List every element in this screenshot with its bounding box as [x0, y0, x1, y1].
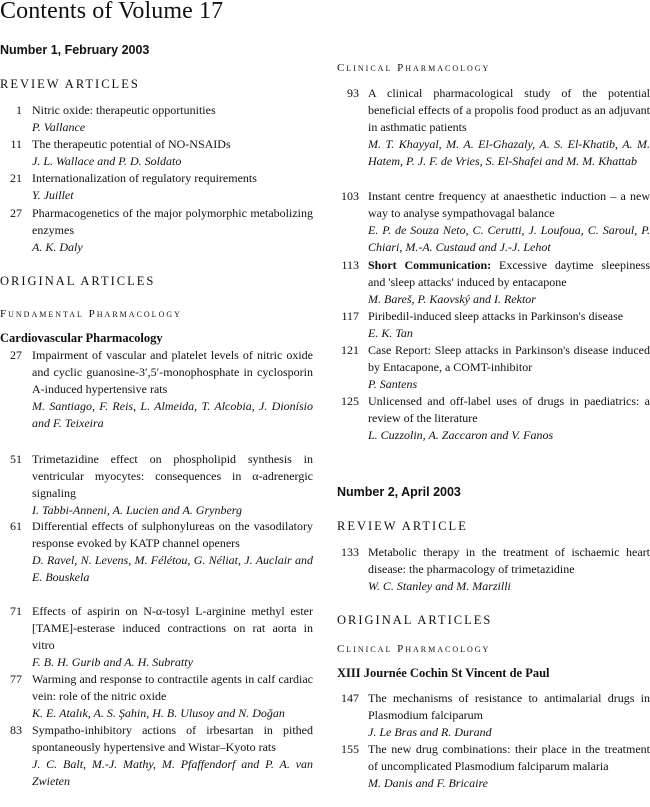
toc-entry[interactable] — [337, 342, 650, 393]
toc-entry[interactable] — [0, 671, 313, 722]
topic-heading-journee: XIII Journée Cochin St Vincent de Paul — [337, 666, 550, 680]
article-authors: M. Santiago, F. Reis, L. Almeida, T. Alcobia, J. Dionísio and F. Teixeira — [32, 399, 313, 430]
article-title: Differential effects of sulphonylureas on the vasodilatory response evoked by KATP channel openers — [32, 519, 313, 550]
article-authors: P. Vallance — [32, 120, 86, 134]
toc-entry[interactable] — [0, 518, 313, 586]
page-number: 113 — [341, 258, 359, 272]
toc-entry[interactable] — [337, 393, 650, 444]
article-authors: Y. Juillet — [32, 188, 74, 202]
toc-entry[interactable] — [337, 690, 650, 741]
section-heading-review-article: REVIEW ARTICLE — [337, 519, 468, 533]
section-heading-original-articles-2: ORIGINAL ARTICLES — [337, 613, 493, 627]
article-authors: I. Tabbi-Anneni, A. Lucien and A. Grynberg — [32, 503, 242, 517]
section-heading-review-articles: REVIEW ARTICLES — [0, 77, 140, 91]
toc-entry[interactable] — [337, 188, 650, 256]
toc-entry[interactable] — [337, 544, 650, 595]
article-type-label: Short Communication: — [368, 258, 492, 272]
article-title-text: Excessive daytime sleepiness and 'sleep attacks' induced by entacapone — [368, 258, 650, 289]
toc-entry[interactable] — [0, 205, 313, 256]
article-authors: M. T. Khayyal, M. A. El-Ghazaly, A. S. El-Khatib, A. M. Hatem, P. J. F. de Vries, S. El-Shafei and M. M. Khattab — [368, 137, 650, 168]
page-number: 125 — [341, 394, 359, 408]
toc-entry[interactable] — [337, 85, 650, 170]
page-number: 103 — [341, 189, 359, 203]
page-number: 77 — [10, 672, 22, 686]
issue-heading-number-2: Number 2, April 2003 — [337, 485, 461, 499]
page-number: 155 — [341, 742, 359, 756]
subsection-heading-clinical-pharmacology: Clinical Pharmacology — [337, 62, 491, 74]
article-title: Piribedil-induced sleep attacks in Parkinson's disease — [368, 309, 624, 323]
toc-entry[interactable] — [0, 347, 313, 432]
page-title: Contents of Volume 17 — [0, 0, 224, 24]
article-authors: E. K. Tan — [368, 326, 413, 340]
article-title: Metabolic therapy in the treatment of ischaemic heart disease: the pharmacology of trimetazidine — [368, 545, 650, 576]
issue-heading-number-1: Number 1, February 2003 — [0, 43, 150, 57]
toc-entry[interactable] — [0, 603, 313, 671]
page-number: 27 — [10, 348, 22, 362]
article-title: Trimetazidine effect on phospholipid synthesis in ventricular myocytes: consequences in α-adrenergic signaling — [32, 452, 313, 500]
page-number: 21 — [10, 171, 22, 185]
article-title: Pharmacogenetics of the major polymorphic metabolizing enzymes — [32, 206, 313, 237]
article-title: Impairment of vascular and platelet levels of nitric oxide and cyclic guanosine-3′,5′-monophosphate in cyclosporin A-induced hypertensive rats — [32, 348, 313, 396]
page-number: 121 — [341, 343, 359, 357]
toc-entry[interactable] — [0, 136, 313, 170]
article-title: Effects of aspirin on N-α-tosyl L-arginine methyl ester [TAME]-esterase induced contractions on rat aorta in vitro — [32, 604, 313, 652]
article-authors: J. L. Wallace and P. D. Soldato — [32, 154, 182, 168]
page-number: 83 — [10, 723, 22, 737]
page-number: 61 — [10, 519, 22, 533]
article-authors: J. Le Bras and R. Durand — [368, 725, 492, 739]
article-title: The therapeutic potential of NO-NSAIDs — [32, 137, 231, 151]
page-number: 133 — [341, 545, 359, 559]
article-authors: E. P. de Souza Neto, C. Cerutti, J. Loufoua, C. Saroul, P. Chiari, M.-A. Custaud and J.-J. Lehot — [368, 223, 650, 254]
article-authors: J. C. Balt, M.-J. Mathy, M. Pfaffendorf and P. A. van Zwieten — [32, 757, 313, 788]
subsection-heading-clinical-pharmacology-2: Clinical Pharmacology — [337, 643, 491, 655]
toc-entry[interactable] — [0, 170, 313, 204]
article-title: Warming and response to contractile agents in calf cardiac vein: role of the nitric oxide — [32, 672, 313, 703]
article-title: The mechanisms of resistance to antimalarial drugs in Plasmodium falciparum — [368, 691, 650, 722]
article-authors: F. B. H. Gurib and A. H. Subratty — [32, 655, 193, 669]
toc-entry[interactable] — [337, 257, 650, 308]
article-authors: D. Ravel, N. Levens, M. Félétou, G. Néliat, J. Auclair and E. Bouskela — [32, 553, 313, 584]
article-title: Sympatho-inhibitory actions of irbesartan in pithed spontaneously hypertensive and Wistar–Kyoto rats — [32, 723, 313, 754]
article-title: Internationalization of regulatory requirements — [32, 171, 257, 185]
toc-entry[interactable] — [0, 102, 313, 136]
subsection-heading-fundamental-pharmacology: Fundamental Pharmacology — [0, 308, 182, 320]
toc-entry[interactable] — [337, 741, 650, 792]
page-number: 93 — [347, 86, 359, 100]
page-number: 117 — [341, 309, 359, 323]
article-title: Unlicensed and off-label uses of drugs in paediatrics: a review of the literature — [368, 394, 650, 425]
topic-heading-cardiovascular: Cardiovascular Pharmacology — [0, 331, 163, 345]
article-authors: K. E. Atalık, A. S. Şahin, H. B. Ulusoy and N. Doğan — [32, 706, 285, 720]
article-title: The new drug combinations: their place in the treatment of uncomplicated Plasmodium falciparum malaria — [368, 742, 650, 773]
article-authors: W. C. Stanley and M. Marzilli — [368, 579, 511, 593]
toc-entry[interactable] — [0, 722, 313, 790]
article-authors: P. Santens — [368, 377, 418, 391]
article-title: Case Report: Sleep attacks in Parkinson's disease induced by Entacapone, a COMT-inhibitor — [368, 343, 650, 374]
toc-entry[interactable] — [0, 451, 313, 519]
page-number: 71 — [10, 604, 22, 618]
page-number: 51 — [10, 452, 22, 466]
article-title: Instant centre frequency at anaesthetic induction – a new way to analyse sympathovagal balance — [368, 189, 650, 220]
page-number: 11 — [10, 137, 22, 151]
article-authors: M. Bareš, P. Kaovský and I. Rektor — [368, 292, 536, 306]
article-title — [368, 257, 650, 291]
article-title: A clinical pharmacological study of the potential beneficial effects of a propolis food product as an adjuvant in asthmatic patients — [368, 86, 650, 134]
toc-entry[interactable] — [337, 308, 650, 342]
article-authors: L. Cuzzolin, A. Zaccaron and V. Fanos — [368, 428, 554, 442]
page-number: 147 — [341, 691, 359, 705]
article-authors: M. Danis and F. Bricaire — [368, 776, 488, 790]
page-number: 27 — [10, 206, 22, 220]
article-authors: A. K. Daly — [32, 240, 83, 254]
page-number: 1 — [16, 103, 22, 117]
section-heading-original-articles: ORIGINAL ARTICLES — [0, 274, 156, 288]
article-title: Nitric oxide: therapeutic opportunities — [32, 103, 216, 117]
